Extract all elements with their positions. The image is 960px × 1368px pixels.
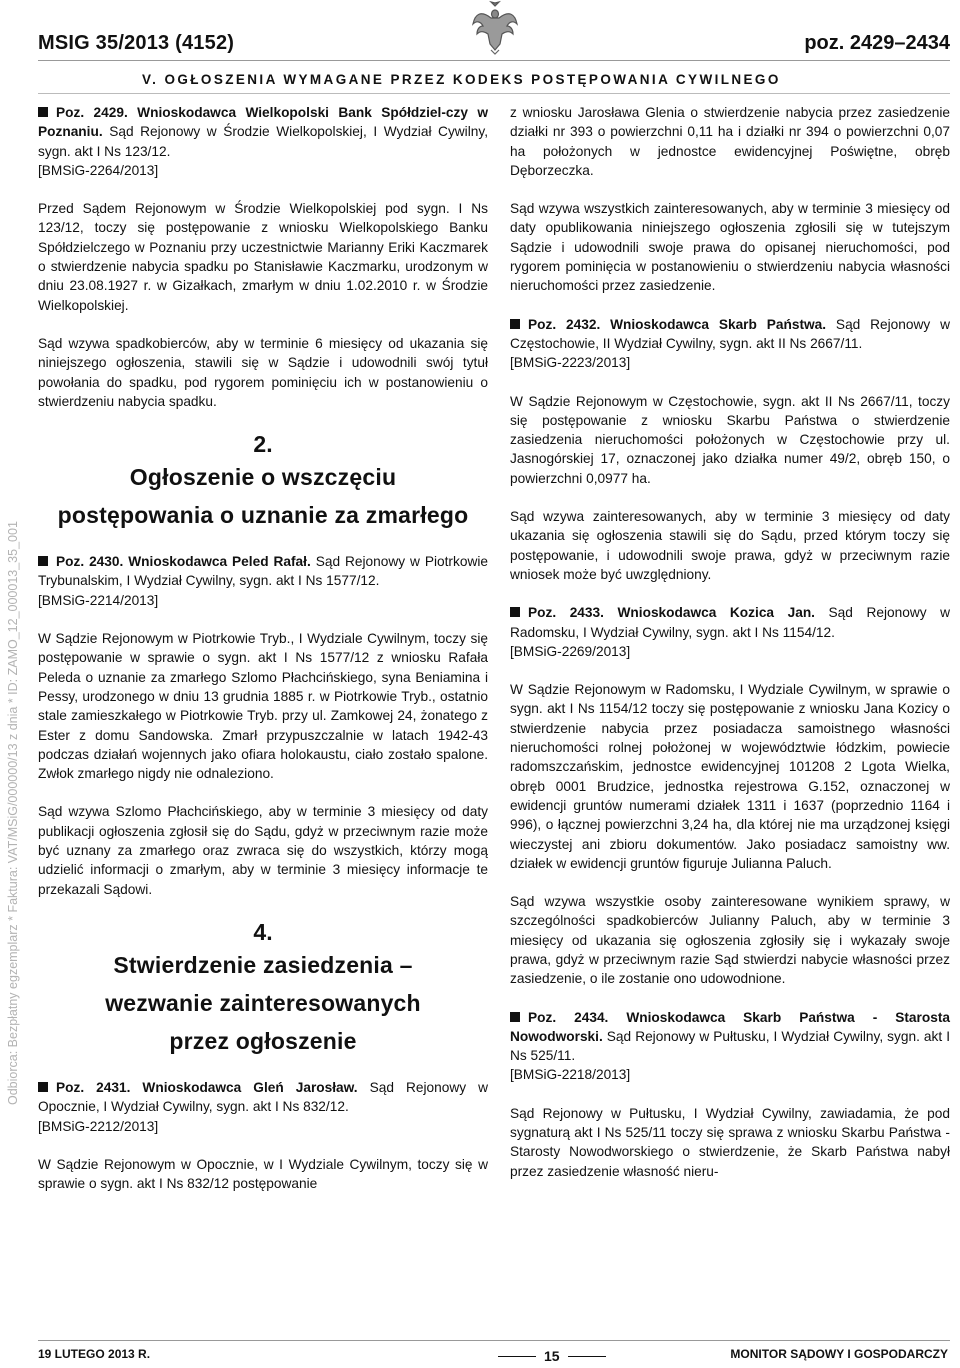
notice-2431-body-cont: z wniosku Jarosława Glenia o stwierdzenie nabycia przez zasiedzenie działki nr 393 o powierzchni 0,11 ha i działki nr 394 o powierzchni 0,07 ha położonych w jednostce ewidencyjnej Poświętne, obręb Dęborzeczka. xyxy=(510,105,950,178)
recipient-watermark: Odbiorca: Bezpłatny egzemplarz * Faktura: VAT/MSiG/000000/13 z dnia * ID: ZAMO_12_000013_35_001 xyxy=(6,521,20,1105)
section-divider xyxy=(38,93,950,94)
notice-2430-heading: Poz. 2430. Wnioskodawca Peled Rafał. Sąd Rejonowy w Piotrkowie Trybunalskim, I Wydział Cywilny, sygn. akt I Ns 1577/12. xyxy=(38,554,488,589)
notice-2432-summons: Sąd wzywa zainteresowanych, aby w terminie 3 miesięcy od daty ukazania się ogłoszenia stawili się do Sądu, przed którym toczy się postępowanie, i udowodnili swoje prawa, gdyż w przeciwnym razie wniosek może być uwzględniony. xyxy=(510,509,950,582)
left-column xyxy=(38,103,488,1193)
eagle-emblem-icon xyxy=(471,0,519,56)
notice-2433-ref: [BMSiG-2269/2013] xyxy=(510,643,631,659)
notice-2430-body: W Sądzie Rejonowym w Piotrkowie Tryb., I Wydziale Cywilnym, toczy się postępowanie w sprawie o sygn. akt I Ns 1577/12 z wniosku Rafała Peleda o uznanie za zmarłego Szlomo Płachcińskiego, syna Beniamina i Pessy, urodzonego w dniu 13 grudnia 1885 r. w Piotrkowie Tryb., ostatnio stale zamieszkałego w Piotrkowie Tryb. przy ul. Zamkowej 24, żonatego z Ester z domu Sandowska. Zmarł przypuszczalnie w latach 1942-43 podczas działań wojennych jako ofiara holokaustu, ciało zostało spalone. Zwłok zmarłego nigdy nie odnaleziono. xyxy=(38,631,488,782)
notice-2429-ref: [BMSiG-2264/2013] xyxy=(38,162,159,178)
notice-2433-summons: Sąd wzywa wszystkie osoby zainteresowane wynikiem sprawy, w szczególności spadkobierców Julianny Paluch, aby w terminie 3 miesięcy od ukazania się ogłoszenia zgłosiły się i wykazały swoje prawa, gdyż w przeciwnym razie Sąd stwierdzi nabycie własności przez zasiedzenie, o ile zostanie ono udowodnione. xyxy=(510,894,950,987)
notice-2429-body: Przed Sądem Rejonowym w Środzie Wielkopolskiej pod sygn. I Ns 123/12, toczy się postępowanie z wniosku Wielkopolskiego Banku Spółdzielczego w Poznaniu przy uczestnictwie Marianny Eriki Kaczmarek o stwierdzenie nabycia spadku po Stanisławie Kaczmarku, urodzonym w dniu 23.08.1927 r. w Gizałkach, zmarłym w dniu 1.02.2010 r. w Środzie Wielkopolskiej. xyxy=(38,201,488,313)
notice-2434-heading: Poz. 2434. Wnioskodawca Skarb Państwa - Starosta Nowodworski. Sąd Rejonowy w Pułtusku, I Wydział Cywilny, sygn. akt I Ns 525/11. xyxy=(510,1009,950,1064)
notice-2429-heading: Poz. 2429. Wnioskodawca Wielkopolski Bank Spółdziel-czy w Poznaniu. Sąd Rejonowy w Środzie Wielkopolskiej, I Wydział Cywilny, sygn. akt I Ns 123/12. xyxy=(38,105,488,159)
bullet-square-icon xyxy=(38,1082,48,1092)
notice-2433-heading: Poz. 2433. Wnioskodawca Kozica Jan. Sąd Rejonowy w Radomsku, I Wydział Cywilny, sygn. akt I Ns 1154/12. xyxy=(510,605,950,640)
notice-2434-body: Sąd Rejonowy w Pułtusku, I Wydział Cywilny, zawiadamia, że pod sygnaturą akt I Ns 525/11 toczy się sprawa z wniosku Skarbu Państwa - Starosty Nowodworskiego o stwierdzenie, że Skarb Państwa nabył przez zasiedzenie własność nieru- xyxy=(510,1105,950,1179)
bullet-square-icon xyxy=(510,607,520,617)
notice-2431-heading: Poz. 2431. Wnioskodawca Gleń Jarosław. Sąd Rejonowy w Opocznie, I Wydział Cywilny, sygn. akt I Ns 832/12. xyxy=(38,1079,488,1115)
footer-date: 19 LUTEGO 2013 R. xyxy=(38,1347,151,1361)
notice-2430-summons: Sąd wzywa Szlomo Płachcińskiego, aby w terminie 3 miesięcy od daty publikacji ogłoszenia zgłosił się do Sądu, gdyż w przeciwnym razie może być uznany za zmarłego oraz zwraca się do wszystkich, którzy mogą udzielić informacji o zmarłym, aby w terminie 3 miesięcy informacje te przekazali Sądowi. xyxy=(38,804,488,897)
footer-publication: MONITOR SĄDOWY I GOSPODARCZY xyxy=(730,1347,948,1361)
bullet-square-icon xyxy=(510,319,520,329)
bullet-square-icon xyxy=(38,556,48,566)
notice-2431-summons: Sąd wzywa wszystkich zainteresowanych, aby w terminie 3 miesięcy od daty opublikowania niniejszego ogłoszenia zgłosili się w tutejszym Sądzie i udowodnili swoje prawa do opisanej nieruchomości, pod rygorem pominięcia w postanowieniu o stwierdzeniu nabycia własności nieruchomości przez zasiedzenie. xyxy=(510,201,950,294)
right-column xyxy=(510,103,950,1181)
notice-2434-ref: [BMSiG-2218/2013] xyxy=(510,1067,631,1083)
bullet-square-icon xyxy=(510,1012,520,1022)
section-heading: V. OGŁOSZENIA WYMAGANE PRZEZ KODEKS POSTĘPOWANIA CYWILNEGO xyxy=(142,72,781,87)
section-2-title: Ogłoszenie o wszczęciu postępowania o uznanie za zmarłego xyxy=(57,464,469,529)
dash-decoration xyxy=(568,1356,606,1357)
section-4-title: Stwierdzenie zasiedzenia – wezwanie zainteresowanych przez ogłoszenie xyxy=(105,951,421,1054)
notice-2431-ref: [BMSiG-2212/2013] xyxy=(38,1118,159,1134)
header-divider xyxy=(38,60,950,61)
page-number: 15 xyxy=(490,1348,614,1364)
header-issue: MSIG 35/2013 (4152) xyxy=(38,32,235,54)
footer-divider xyxy=(38,1340,950,1341)
notice-2430-ref: [BMSiG-2214/2013] xyxy=(38,592,159,608)
notice-2432-body: W Sądzie Rejonowym w Częstochowie, sygn. akt II Ns 2667/11, toczy się postępowanie z wniosku Skarbu Państwa o stwierdzenie zasiedzenia nieruchomości położonych w Częstochowie przy ul. Jasnogórskiej 17, oznaczonej jako działka numer 49/2, obręb 150, o powierzchni 0,0977 ha. xyxy=(510,393,950,486)
bullet-square-icon xyxy=(38,107,48,117)
notice-2433-body: W Sądzie Rejonowym w Radomsku, I Wydziale Cywilnym, w sprawie o sygn. akt I Ns 1154/12 toczy się postępowanie z wniosku Jana Kozicy o stwierdzenie nabycia przez posiadacza samoistnego własności nieruchomości rolnej położonej w województwie łódzkim, powiecie radomszczańskim, jednostce ewidencyjnej 101208 2 Lgota Wielka, obręb 0001 Brudzice, jednostka rejestrowa G.152, oznaczonej w ewidencji gruntów numerami działek 1311 i 1637 (poprzednio 1164 i 996), o łącznej powierzchni 3,24 ha, dla której nie ma urządzonej księgi wieczystej ani zbioru dokumentów. Jako posiadacz samoistny ww. działek w ewidencji gruntów figuruje Julianna Paluch. xyxy=(510,682,950,871)
header-positions: poz. 2429–2434 xyxy=(804,32,950,54)
dash-decoration xyxy=(498,1356,536,1357)
notice-2432-ref: [BMSiG-2223/2013] xyxy=(510,355,631,371)
section-4-number: 4. xyxy=(253,918,273,945)
notice-2431-body: W Sądzie Rejonowym w Opocznie, w I Wydziale Cywilnym, toczy się w sprawie o sygn. akt I Ns 832/12 postępowanie xyxy=(38,1156,488,1192)
notice-2429-summons: Sąd wzywa spadkobierców, aby w terminie 6 miesięcy od ukazania się niniejszego ogłoszenia, stawili się w Sądzie i udowodnili swój tytuł powołania do spadku, pod rygorem pominięciu ich w postanowieniu o stwierdzeniu nabycia spadku. xyxy=(38,335,488,409)
notice-2432-heading: Poz. 2432. Wnioskodawca Skarb Państwa. Sąd Rejonowy w Częstochowie, II Wydział Cywilny, sygn. akt II Ns 2667/11. xyxy=(510,316,950,351)
section-2-number: 2. xyxy=(253,431,273,458)
